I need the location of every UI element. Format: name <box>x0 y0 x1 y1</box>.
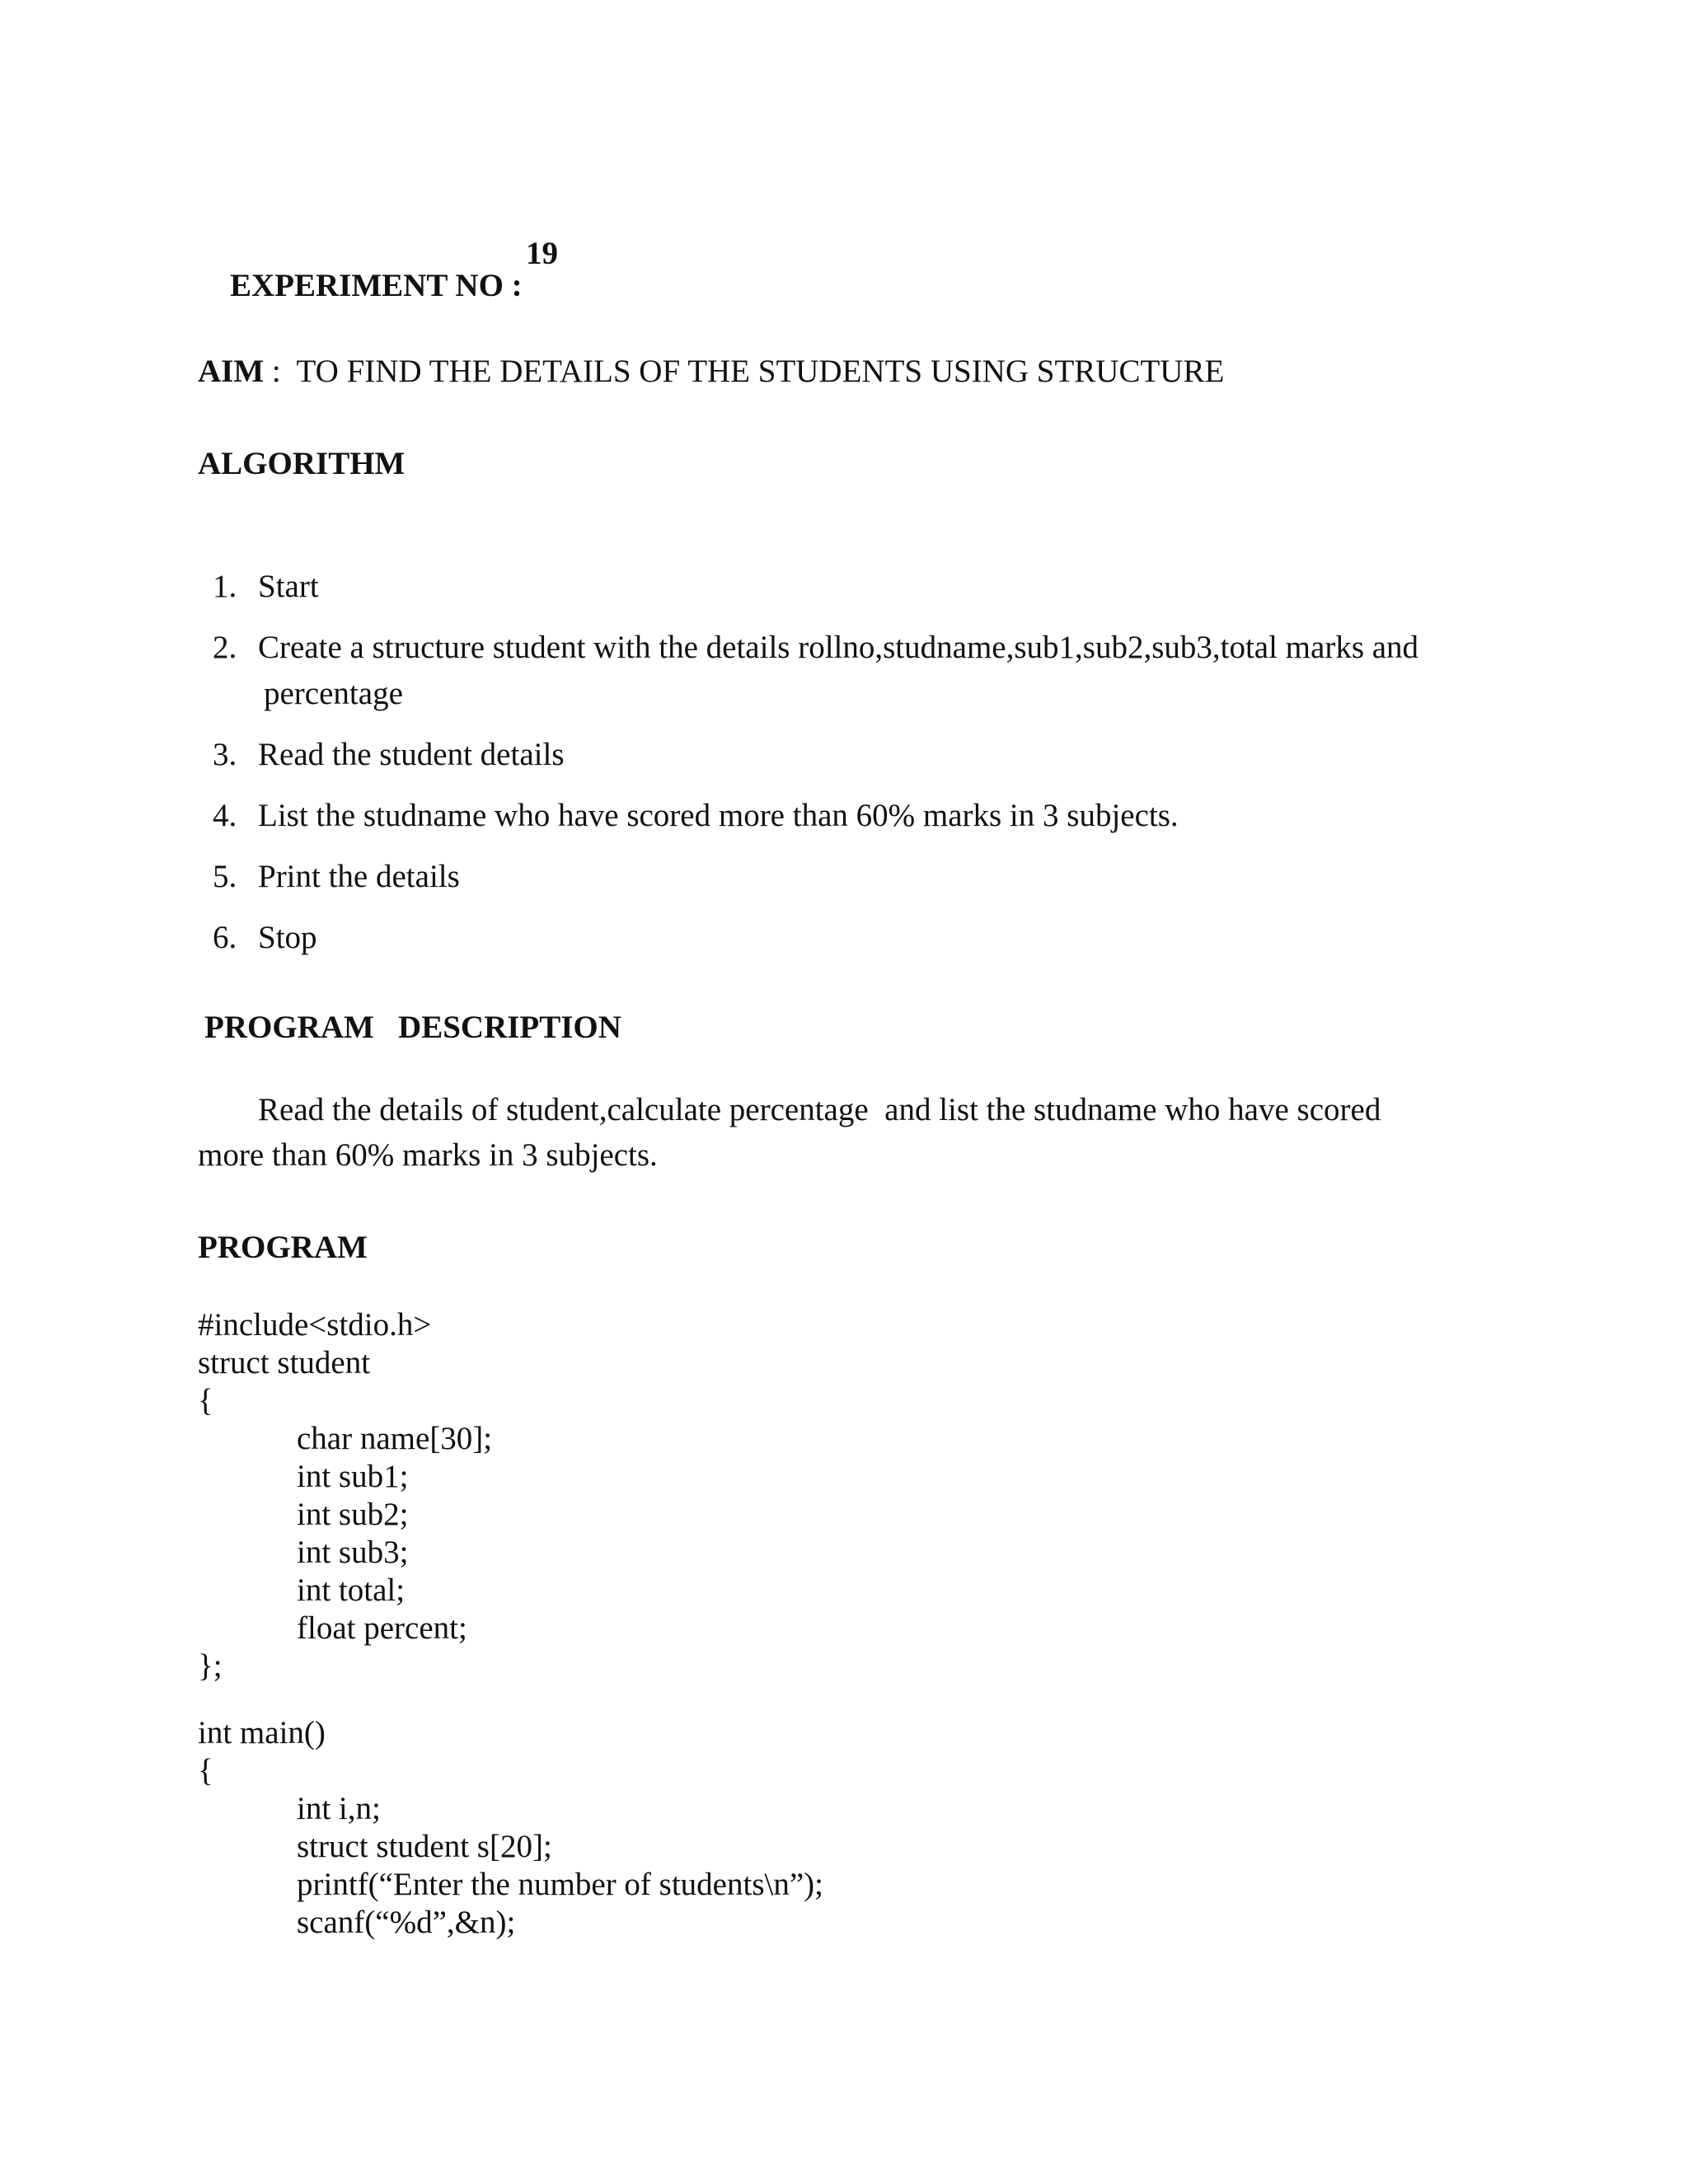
step-number: 1. <box>213 569 237 604</box>
code-line: struct student <box>198 1345 371 1380</box>
algorithm-step <box>213 570 237 602</box>
code-line: int main() <box>198 1715 326 1750</box>
step-text: Print the details <box>258 859 460 894</box>
code-line: }; <box>198 1648 223 1684</box>
experiment-number: 19 <box>526 236 558 271</box>
code-line: scanf(“%d”,&n); <box>297 1905 516 1940</box>
description-line-1: Read the details of student,calculate percentage and list the studname who have scored <box>258 1092 1381 1127</box>
description-heading: PROGRAM DESCRIPTION <box>204 1010 621 1045</box>
program-heading: PROGRAM <box>198 1230 368 1265</box>
code-line: printf(“Enter the number of students\n”); <box>297 1867 823 1902</box>
algorithm-step <box>213 860 237 893</box>
code-line: int sub2; <box>297 1497 409 1532</box>
step-text-continued: percentage <box>264 676 403 711</box>
step-number: 2. <box>213 630 237 665</box>
aim-text: TO FIND THE DETAILS OF THE STUDENTS USING STRUCTURE <box>296 354 1225 389</box>
aim-separator: : <box>264 354 297 389</box>
step-text: Create a structure student with the details rollno,studname,sub1,sub2,sub3,total marks and <box>258 630 1419 665</box>
code-block-main <box>198 1714 823 1942</box>
aim-line <box>198 355 1224 387</box>
code-line: int total; <box>297 1572 406 1608</box>
algorithm-step <box>213 921 237 954</box>
step-text: Stop <box>258 920 317 955</box>
step-text: Start <box>258 569 319 604</box>
code-line: { <box>198 1383 213 1418</box>
code-line: char name[30]; <box>297 1421 493 1456</box>
aim-label: AIM <box>198 354 265 389</box>
algorithm-heading: ALGORITHM <box>198 446 406 481</box>
algorithm-step <box>213 738 237 771</box>
code-line: int sub1; <box>297 1459 409 1494</box>
step-text: List the studname who have scored more than 60% marks in 3 subjects. <box>258 798 1179 833</box>
code-line: #include<stdio.h> <box>198 1307 432 1343</box>
experiment-heading <box>198 237 523 334</box>
step-number: 5. <box>213 859 237 894</box>
code-block-struct <box>198 1306 492 1685</box>
experiment-label: EXPERIMENT NO : <box>230 268 523 303</box>
step-text: Read the student details <box>258 737 565 772</box>
code-line: float percent; <box>297 1610 467 1646</box>
algorithm-step <box>213 799 237 832</box>
code-line: int sub3; <box>297 1535 409 1570</box>
description-line-2: more than 60% marks in 3 subjects. <box>198 1137 658 1173</box>
code-line: { <box>198 1753 213 1788</box>
step-number: 4. <box>213 798 237 833</box>
code-line: struct student s[20]; <box>297 1829 552 1864</box>
step-number: 3. <box>213 737 237 772</box>
algorithm-step <box>213 631 237 663</box>
step-number: 6. <box>213 920 237 955</box>
code-line: int i,n; <box>297 1791 381 1826</box>
